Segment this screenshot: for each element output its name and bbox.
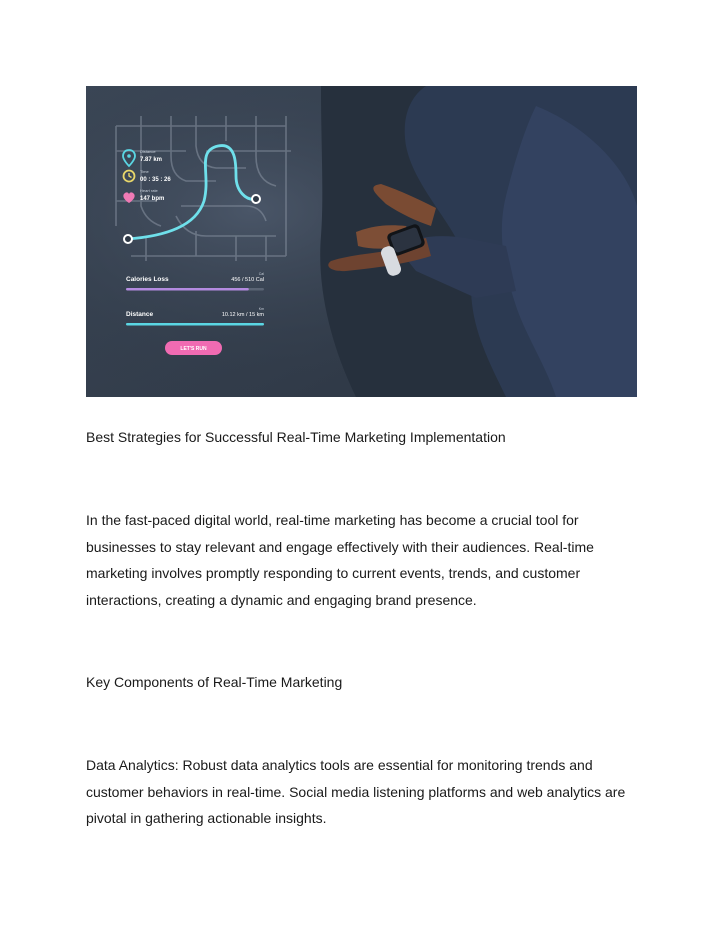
stat-value: 00 : 35 : 26 xyxy=(140,177,171,183)
lets-run-button xyxy=(165,341,222,355)
route-start-marker xyxy=(124,235,132,243)
calories-unit: Cal xyxy=(258,272,264,276)
route-end-marker xyxy=(252,195,260,203)
fitness-tracker-illustration xyxy=(86,86,637,397)
stat-label: Distance xyxy=(140,149,156,154)
stat-value: 7.87 km xyxy=(140,157,163,163)
hero-image xyxy=(86,86,637,397)
stat-label: Time xyxy=(140,169,149,174)
data-analytics-paragraph: Data Analytics: Robust data analytics tools are essential for monitoring trends and customer behaviors in real-time. Social media listening platforms and web analytics are pivotal in gathering actionable insights. xyxy=(86,757,626,826)
stat-value: 147 bpm xyxy=(140,196,165,202)
calories-progress-fill xyxy=(126,288,249,291)
calories-value: 456 / 510 Cal xyxy=(231,277,264,283)
distance-label: Distance xyxy=(126,311,154,318)
section-heading: Key Components of Real-Time Marketing xyxy=(86,674,343,690)
distance-progress-fill xyxy=(126,323,264,326)
stat-label: Heart rate xyxy=(140,188,158,193)
person-with-smartwatch xyxy=(320,86,637,397)
distance-value: 10.12 km / 15 km xyxy=(221,312,264,318)
distance-unit: Km xyxy=(258,307,264,311)
calories-label: Calories Loss xyxy=(126,276,169,283)
article-title: Best Strategies for Successful Real-Time Marketing Implementation xyxy=(86,429,506,445)
lets-run-label: LET'S RUN xyxy=(180,346,207,352)
intro-paragraph: In the fast-paced digital world, real-time marketing has become a crucial tool for businesses to stay relevant and engage effectively with their audiences. Real-time marketing involves promptly responding to current events, trends, and customer interactions, creating a dynamic and engaging brand presence. xyxy=(86,512,594,608)
